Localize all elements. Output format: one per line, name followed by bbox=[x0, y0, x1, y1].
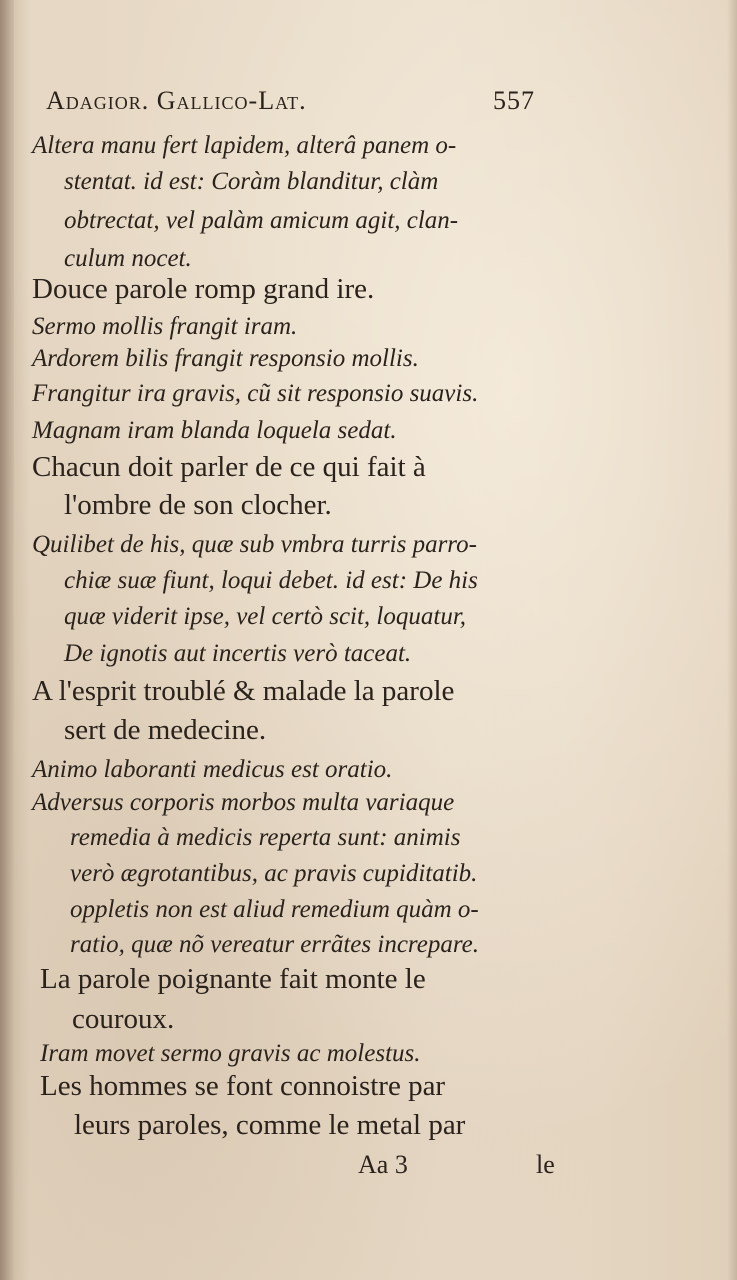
text-line: oppletis non est aliud remedium quàm o- bbox=[70, 896, 479, 923]
text-line: Animo laboranti medicus est oratio. bbox=[32, 756, 393, 783]
text-line: remedia à medicis reperta sunt: animis bbox=[70, 824, 461, 851]
text-line: obtrectat, vel palàm amicum agit, clan- bbox=[64, 207, 459, 234]
text-line: l'ombre de son clocher. bbox=[64, 489, 332, 521]
text-line: Altera manu fert lapidem, alterâ panem o- bbox=[32, 132, 457, 159]
text-line: chiæ suæ fiunt, loqui debet. id est: De his bbox=[64, 567, 478, 594]
text-line: Les hommes se font connoistre par bbox=[40, 1070, 446, 1102]
text-line: La parole poignante fait monte le bbox=[40, 963, 426, 995]
catchword: le bbox=[536, 1150, 555, 1179]
text-line: ratio, quæ nõ vereatur errãtes increpare. bbox=[70, 931, 479, 958]
text-line: Adversus corporis morbos multa variaque bbox=[32, 789, 455, 816]
text-line: Sermo mollis frangit iram. bbox=[32, 313, 298, 340]
text-line: sert de medecine. bbox=[64, 714, 267, 746]
text-line: Douce parole romp grand ire. bbox=[32, 273, 375, 305]
signature-mark: Aa 3 bbox=[358, 1150, 408, 1179]
text-line: Chacun doit parler de ce qui fait à bbox=[32, 451, 426, 483]
binding-gutter bbox=[0, 0, 14, 1280]
text-line: verò ægrotantibus, ac pravis cupiditatib. bbox=[70, 860, 478, 887]
running-title: Adagior. Gallico-Lat. bbox=[46, 86, 307, 115]
text-line: A l'esprit troublé & malade la parole bbox=[32, 675, 455, 707]
text-line: culum nocet. bbox=[64, 245, 192, 272]
page-edge-shadow bbox=[727, 0, 737, 1280]
text-line: Magnam iram blanda loquela sedat. bbox=[32, 417, 397, 444]
text-line: leurs paroles, comme le metal par bbox=[74, 1109, 466, 1141]
text-line: Iram movet sermo gravis ac molestus. bbox=[40, 1040, 421, 1067]
text-line: De ignotis aut incertis verò taceat. bbox=[64, 640, 412, 667]
text-line: couroux. bbox=[72, 1003, 175, 1035]
text-line: Frangitur ira gravis, cũ sit responsio suavis. bbox=[32, 380, 479, 407]
text-line: Quilibet de his, quæ sub vmbra turris parro- bbox=[32, 531, 477, 558]
text-line: stentat. id est: Coràm blanditur, clàm bbox=[64, 168, 439, 195]
text-line: Ardorem bilis frangit responsio mollis. bbox=[32, 345, 419, 372]
page-number: 557 bbox=[493, 86, 535, 115]
text-line: quæ viderit ipse, vel certò scit, loquatur, bbox=[64, 603, 467, 630]
